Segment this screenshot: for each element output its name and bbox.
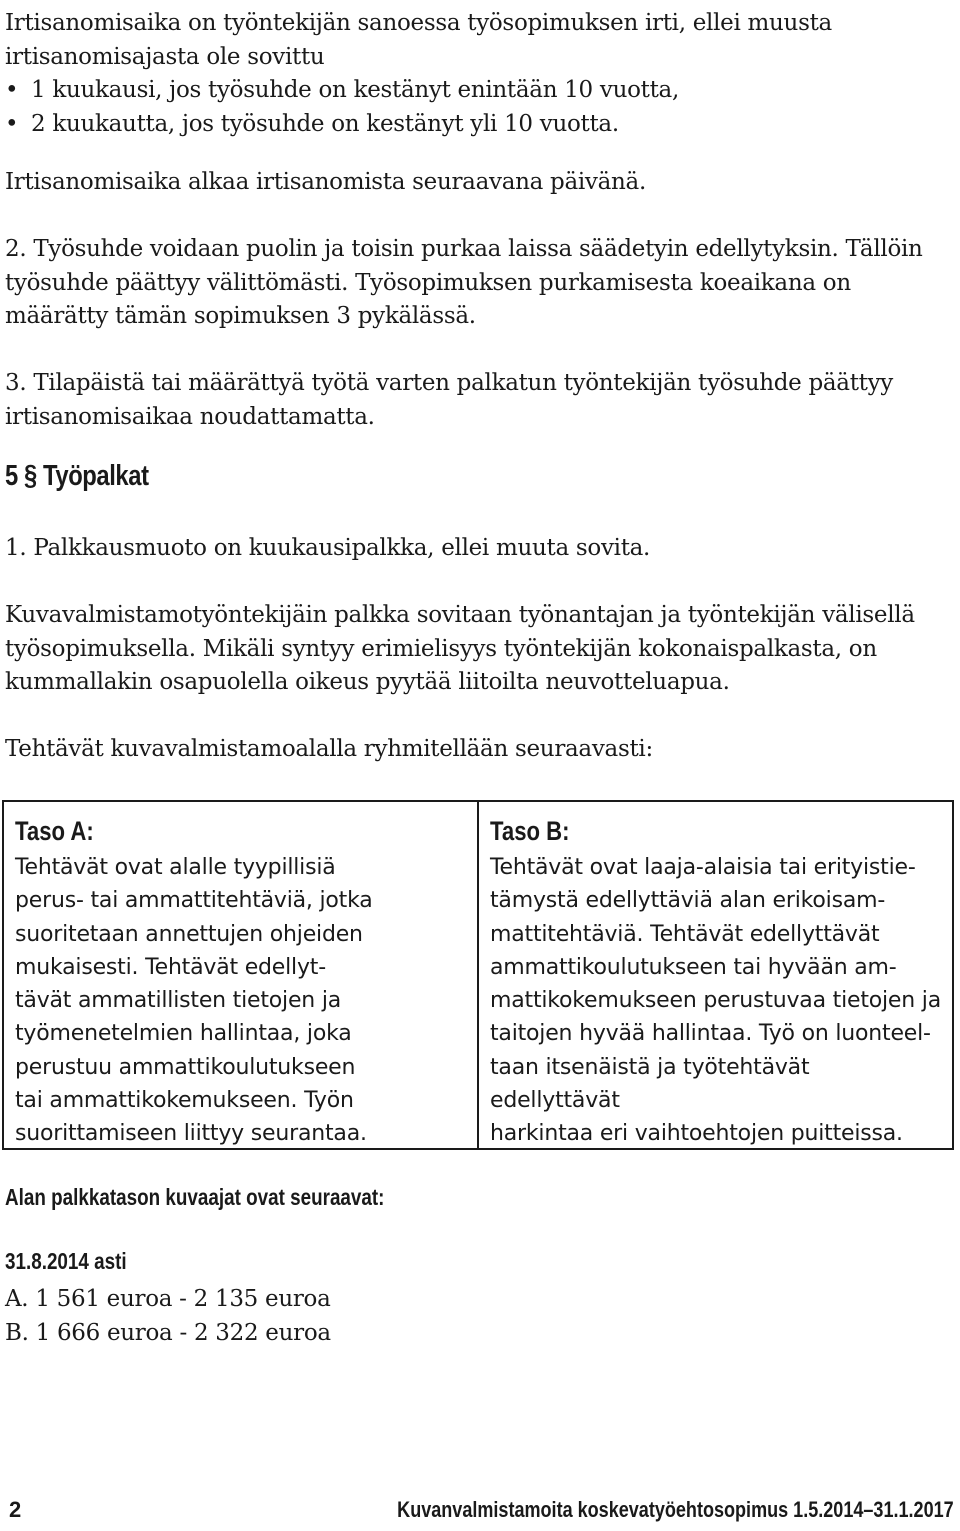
level-a-title: Taso A: (15, 816, 94, 846)
section-5-heading: 5 § Työpalkat (5, 460, 149, 492)
bullet-item: • 2 kuukautta, jos työsuhde on kestänyt yli 10 vuotta. (5, 108, 957, 142)
text-line: Tehtävät ovat laaja-alaisia tai erityistie- (490, 855, 916, 880)
page-footer (0, 1497, 960, 1527)
text-line: ammattikoulutukseen tai hyvään am- (490, 954, 897, 980)
bullet-item: • 1 kuukausi, jos työsuhde on kestänyt enintään 10 vuotta, (5, 74, 957, 108)
wage-row-b: B. 1 666 euroa - 2 322 euroa (5, 1319, 331, 1346)
wage-date-wrap (5, 1248, 153, 1275)
notice-intro: Irtisanomisaika on työntekijän sanoessa työsopimuksen irti, ellei muusta irtisanomisajasta ole sovittu (5, 10, 832, 70)
notice-period-block (5, 7, 957, 141)
wage-row-a: A. 1 561 euroa - 2 135 euroa (5, 1286, 331, 1312)
task-levels-table (2, 800, 954, 1150)
wage-date-heading: 31.8.2014 asti (5, 1248, 127, 1274)
text-line: mukaisesti. Tehtävät edellyt- (15, 954, 326, 980)
task-grouping-intro: Tehtävät kuvavalmistamoalalla ryhmitellään seuraavasti: (5, 736, 653, 762)
text-line: tävät ammatillisten tietojen ja (15, 988, 342, 1014)
page-number: 2 (9, 1497, 22, 1522)
text-line: perus- tai ammattitehtäviä, jotka (15, 888, 373, 914)
notice-start: Irtisanomisaika alkaa irtisanomista seuraavana päivänä. (5, 169, 646, 195)
wage-heading-wrap (5, 1184, 468, 1211)
bullet-icon: • (5, 110, 19, 137)
text-line: taitojen hyvää hallintaa. Työ on luonteel- (490, 1021, 931, 1047)
item-2-termination: 2. Työsuhde voidaan puolin ja toisin purkaa laissa säädetyin edellytyksin. Tällöin työsuhde päättyy välittömästi. Työsopimuksen purkamisesta koeaikana on määrätty tämän sopimuksen 3 pykälässä. (5, 236, 923, 329)
level-b-box (477, 802, 952, 1148)
level-a-text (15, 851, 467, 1151)
text-line: taan itsenäistä ja työtehtävät edellyttävät (490, 1054, 810, 1114)
item-3-temporary: 3. Tilapäistä tai määrättyä työtä varten palkatun työntekijän työsuhde päättyy irtisanomisaikaa noudattamatta. (5, 370, 893, 430)
text-line: suoritetaan annettujen ohjeiden (15, 921, 363, 947)
pay-agreement-paragraph: Kuvavalmistamotyöntekijäin palkka sovitaan työnantajan ja työntekijän välisellä työsopimuksella. Mikäli syntyy erimielisyys työntekijän kokonaispalkasta, on kummallakin osapuolella oikeus pyytää liitoilta neuvotteluapua. (5, 602, 915, 695)
text-line: mattikokemukseen perustuvaa tietojen ja (490, 988, 941, 1014)
level-b-text (490, 851, 942, 1151)
text-line: työmenetelmien hallintaa, joka (15, 1021, 352, 1047)
text-line: perustuu ammattikoulutukseen (15, 1054, 356, 1080)
level-b-title: Taso B: (490, 816, 570, 846)
text-line: Tehtävät ovat alalle tyypillisiä (15, 855, 336, 880)
text-line: tämystä edellyttäviä alan erikoisam- (490, 888, 886, 914)
bullet-icon: • (5, 77, 19, 103)
level-a-box (4, 802, 477, 1148)
text-line: mattitehtäviä. Tehtävät edellyttävät (490, 921, 880, 947)
section-5-heading-wrap (5, 460, 180, 493)
text-line: tai ammattikokemukseen. Työn (15, 1088, 354, 1114)
wage-levels-heading: Alan palkkatason kuvaajat ovat seuraavat: (5, 1184, 385, 1210)
footer-document-title: Kuvanvalmistamoita koskevatyöehtosopimus 1.5.2014–31.1.2017 (397, 1497, 954, 1522)
wage-rows (5, 1283, 331, 1350)
text-line: suorittamiseen liittyy seurantaa. (15, 1121, 367, 1147)
text-line: harkintaa eri vaihtoehtojen puitteissa. (490, 1121, 903, 1147)
item-1-pay-form: 1. Palkkausmuoto on kuukausipalkka, ellei muuta sovita. (5, 535, 651, 561)
